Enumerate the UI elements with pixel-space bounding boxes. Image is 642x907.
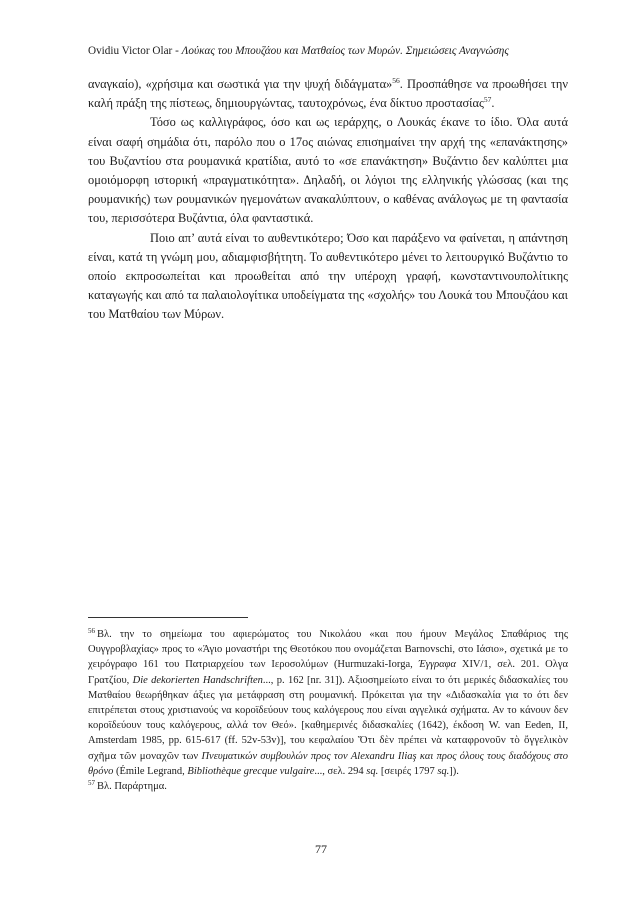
footnote-56-italic-f: sq.	[366, 765, 379, 777]
running-header	[88, 45, 588, 57]
footnote-56-italic-b: Die dekorierten Handschriften	[132, 674, 263, 686]
header-author: Ovidiu Victor Olar	[88, 45, 173, 57]
footnote-56-italic-a: Έγγραφα	[418, 659, 456, 671]
paragraph-2: Τόσο ως καλλιγράφος, όσο και ως ιεράρχης, ο Λουκάς έκανε το ίδιο. Όλα αυτά είναι σαφή σημάδια ότι, παρόλο που ο 17ος αιώνας επισημαίνει την αρχή της «επανάκτησης» του Βυζαντίου στα ρουμανικά κρατίδια, αυτό το «σε επανάκτηση» Βυζάντιο δεν καλύπτει μια ομοιόμορφη ιστορική «πραγματικότητα». Δηλαδή, οι λόγιοι της ελληνικής γλώσσας (και της ρουμανικής) των ρουμανικών ηγεμονάτων ανακαλύπτουν, ο καθένας ανάλογως με τη φαντασία του, περισσότερα Βυζάντια, όλα φανταστικά.	[88, 115, 568, 226]
footnote-56-polytonic-quote: Ὅτι δὲν πρέπει νὰ καταφρονοῦν τὸ ὄγγελικὸν σχῆμα τῶν μοναχῶν	[88, 734, 568, 762]
footnote-56-text-c: ..., p. 162 [nr. 31]). Αξιοσημείωτο είναι το ότι μερικές διδασκαλίες του Ματθαίου θεωρήθηκαν άξιες για μετάφραση στη ρουμανική. Πρόκειται για την «Διδασκαλία για το ότι δεν επιτρέπεται στους χριστιανούς να κοροϊδεύουν τους καλόγερους που είναι αγγελικά σχήματα. Αν το κάνουν δεν κοροϊδεύουν τους καλόγερους, αλλά τον Θεό». [καθημερινές διδασκαλίες (1642), έκδοση W. van Eeden, II, Amsterdam 1985, pp. 615-617 (ff. 52v-53v)], του κεφαλαίου	[88, 674, 569, 747]
footnote-56-text-g: [σειρές 1797	[378, 765, 438, 777]
footnote-56-text-a: Βλ. την το σημείωμα του αφιερώματος του Νικολάου «και που ήμουν Μεγάλος Σπαθάριος της Ουγγροβλαχίας» προς το «Άγιο μοναστήρι της Θεοτόκου που ονομάζεται Barnovschi, στο Ιάσιο», σχετικά με το χειρόγραφο 161 του Πατριαρχείου των Ιεροσολύμων (Hurmuzaki-Iorga,	[88, 629, 568, 671]
paragraph-1-text-a: αναγκαίο), «χρήσιμα και σωστικά για την ψυχή διδάγματα»	[88, 77, 393, 91]
footnotes	[88, 627, 568, 794]
paragraph-1	[88, 75, 568, 113]
footnote-ref-56[interactable]: 56	[392, 76, 400, 85]
footnote-56-italic-g: sq.	[437, 765, 450, 777]
footnote-57-text: Βλ. Παράρτημα.	[97, 781, 167, 793]
footnote-56-italic-d: Πνευματικών συμβουλών προς τον Alexandru Iliaş και προς όλους τους διαδόχους στο θρόνο	[88, 750, 568, 777]
footnote-ref-57[interactable]: 57	[483, 95, 492, 105]
footnote-separator	[88, 617, 248, 618]
footnote-57	[88, 779, 568, 794]
footnote-number: 56	[88, 627, 95, 635]
footnote-number: 57	[88, 779, 95, 788]
paragraph-3: Ποιο απ’ αυτά είναι το αυθεντικότερο; Όσο και παράξενο να φαίνεται, η απάντηση είναι, κατά τη γνώμη μου, αδιαμφισβήτητη. Το αυθεντικότερο μένει το λειτουργικό Βυζάντιο το οποίο εκπροσωπείται και προωθείται από την υπέροχη γραφή, κωνσταντινουπολίτικης καταγωγής και από τα παλαιολογίτικα υποδείγματα της «σχολής» του Λουκά του Μπουζάου και του Ματθαίου των Μύρων.	[88, 230, 568, 322]
header-separator: -	[172, 45, 182, 57]
page-number: 77	[315, 842, 327, 856]
footnote-56	[88, 627, 568, 779]
paragraph-1-text-b: . Προσπάθησε να προωθήσει την καλή πράξη της πίστεως, δημιουργώντας, ταυτοχρόνως, ένα δίκτυο προστασίας	[88, 77, 568, 111]
paragraph-1-text-c: .	[491, 96, 495, 111]
footnote-56-text-h: ]).	[449, 765, 459, 777]
header-subtitle: Λούκας του Μπουζάου και Ματθαίος των Μυρών. Σημειώσεις Αναγνώσης	[181, 45, 509, 57]
body-text	[88, 75, 568, 325]
footnote-56-text-d: των	[178, 750, 202, 762]
footnote-56-text-e: (Émile Legrand,	[113, 765, 188, 777]
footnote-56-text-f: ..., σελ. 294	[314, 765, 367, 777]
footnote-56-italic-e: Bibliothèque grecque vulgaire	[187, 765, 315, 777]
footnote-56-text-b: XIV/1, σελ. 201. Ολγα Γρατζίου,	[88, 659, 568, 686]
